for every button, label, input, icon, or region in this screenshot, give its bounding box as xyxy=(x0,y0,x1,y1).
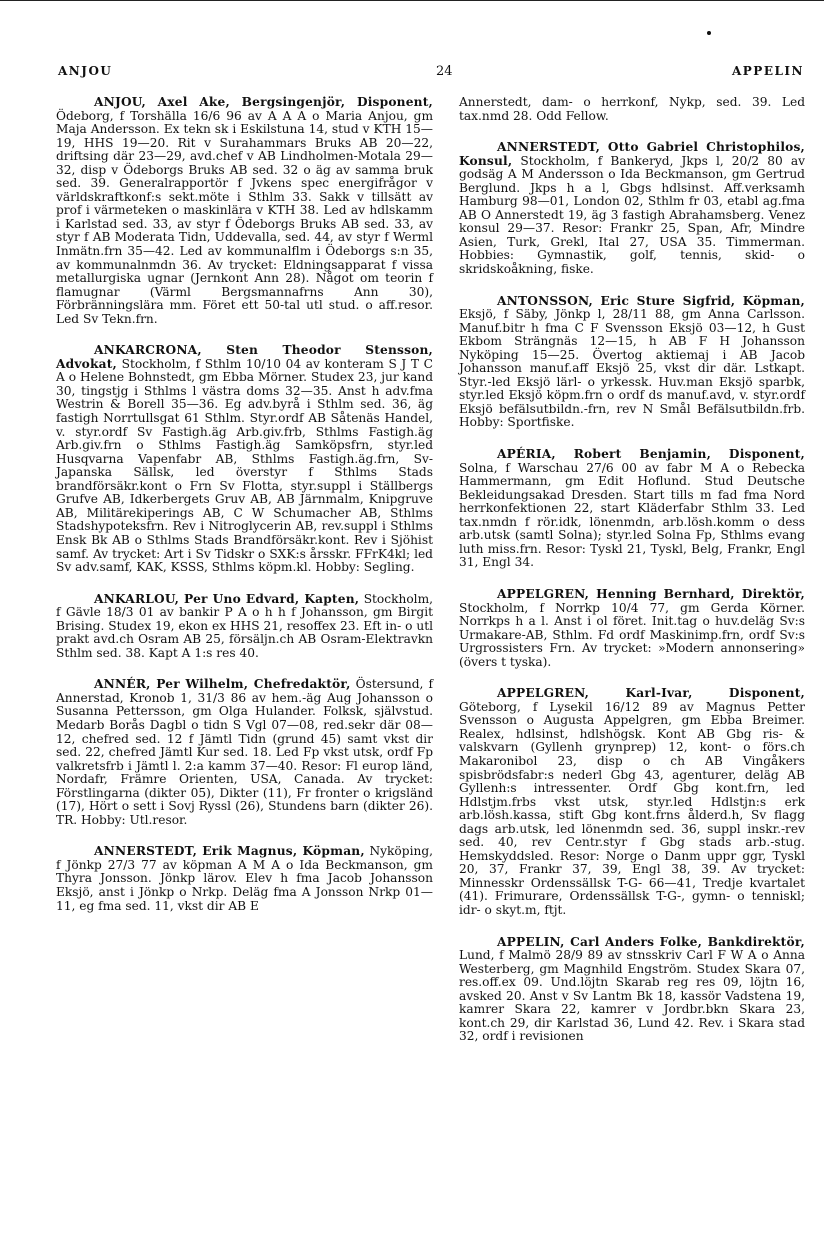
entry-annerstedt-otto xyxy=(459,141,805,276)
running-head-right: APPELIN xyxy=(731,64,804,78)
entry-text: Göteborg, f Lysekil 16/12 89 av Magnus Petter Svensson o Augusta Appelgren, gm Ebba Breimer. Realex, hdlsinst, hdlshögsk. Kont AB Gbg ris- & valskvarn (Gyllenh grynprep) 12, kont- o förs.ch Makaronibol 23, disp o ch AB Vingåkers spisbrödsfabr:s nederl Gbg 43, agenturer, deläg AB Gyllenh:s intressenter. Ordf Gbg kont.frn, led Hdlstjm.frbs vkst utsk, styr.led Hdlstjn:s erk arb.lösh.kassa, stift Gbg kont.frns ålderd.h, Sv flagg dags arb.utsk, led lönenmdn sed. 36, suppl inskr.-rev sed. 40, rev Centr.styr f Gbg stads arb.-stug. Hemskyddsled. Resor: Norge o Danm uppr ggr, Tyskl 20, 37, Frankr 37, 39, Engl 38, 39. Av trycket: Minnesskr Ordenssällsk T-G- 66—41, Tredje kvartalet (41). Frimurare, Ordenssällsk T-G-, gymn- o tenniskl; idr- o skyt.m, ftjt. xyxy=(459,699,805,917)
entry-name: ANNÉR, Per Wilhelm, Chefredaktör, xyxy=(94,677,351,692)
speck-mark xyxy=(707,31,711,35)
entry-ankarlou xyxy=(56,593,433,661)
entry-anner xyxy=(56,678,433,827)
entry-name: ANJOU, Axel Ake, Bergsingenjör, Disponent, xyxy=(94,95,433,109)
right-column xyxy=(459,96,805,1062)
entry-name: APPELGREN, Karl-Ivar, Disponent, xyxy=(497,686,805,701)
entry-anjou xyxy=(56,96,433,326)
entry-continuation: Annerstedt, dam- o herrkonf, Nykp, sed. 39. Led tax.nmd 28. Odd Fellow. xyxy=(459,95,805,123)
entry-name: ANNERSTEDT, Otto Gabriel Christophilos, Konsul, xyxy=(459,140,805,168)
entry-name: APÉRIA, Robert Benjamin, Disponent, xyxy=(497,447,805,462)
entry-text: Stockholm, f Gävle 18/3 01 av bankir P A o h h f Johansson, gm Birgit Brising. Studex 19, ekon ex HHS 21, resoffex 23. Eft in- o utl prakt avd.ch Osram AB 25, försäljn.ch AB Osram-Elektravkn Sthlm sed. 38. Kapt A 1:s res 40. xyxy=(56,591,433,660)
entry-text: Eksjö, f Säby, Jönkp l, 28/11 88, gm Anna Carlsson. Manuf.bitr h fma C F Svensson Eksjö 03—12, h Gust Ekbom Strängnäs 12—15, h AB F H Johansson Nyköping 15—25. Övertog aktiemaj i AB Jacob Johansson manuf.aff Eksjö 25, vkst dir där. Lstkapt. Styr.-led Eksjö lärl- o yrkessk. Huv.man Eksjö sparbk, styr.led Eksjö köpm.frn o ordf ds manuf.avd, v. styr.ordf Eksjö befälsutbildn.-frn, rev N Smål Befälsutbildn.frb. Hobby: Sportfiske. xyxy=(459,307,805,430)
left-column xyxy=(56,96,433,931)
entry-annerstedt-erik xyxy=(56,845,433,913)
entry-text: Solna, f Warschau 27/6 00 av fabr M A o Rebecka Hammermann, gm Edit Hoflund. Stud Deutsche Bekleidungsakad Dresden. Start tills m fad fma Nord herrkonfektionen 22, start Kläderfabr Sthlm 33. Led tax.nmdn f rör.idk, lönenmdn, arb.lösh.komm o dess arb.utsk (samtl Solna); styr.led Solna Fp, Sthlms evang luth miss.frn. Resor: Tyskl 21, Tyskl, Belg, Frankr, Engl 31, Engl 34. xyxy=(459,460,805,570)
page-number: 24 xyxy=(436,64,453,79)
entry-text: Lund, f Malmö 28/9 89 av stnsskriv Carl F W A o Anna Westerberg, gm Magnhild Engström. Studex Skara 07, res.off.ex 09. Und.löjtn Skarab reg res 09, löjtn 16, avsked 20. Anst v Sv Lantm Bk 18, kassör Vadstena 19, kamrer Skara 22, kamrer v Jordbr.bkn Skara 23, kont.ch 29, dir Karlstad 36, Lund 42. Rev. i Skara stad 32, ordf i revisionen xyxy=(459,948,805,1044)
entry-text: Stockholm, f Norrkp 10/4 77, gm Gerda Körner. Norrkps h a l. Anst i ol föret. Init.tag o huv.deläg Sv:s Urmakare-AB, Sthlm. Fd ordf Maskinimp.frn, ordf Sv:s Urgrossisters Frn. Av trycket: »Modern annonsering» (övers t tyska). xyxy=(459,600,805,669)
entry-name: ANKARLOU, Per Uno Edvard, Kapten, xyxy=(94,591,360,606)
entry-name: ANNERSTEDT, Erik Magnus, Köpman, xyxy=(94,844,365,859)
entry-text: Ödeborg, f Torshälla 16/6 96 av A A A o Maria Anjou, gm Maja Andersson. Ex tekn sk i Eskilstuna 14, stud v KTH 15—19, HHS 19—20. Rit v Surahammars Bruks AB 20—22, driftsing där 23—29, avd.chef v AB Lindholmen-Motala 29—32, disp v Ödeborgs Bruks AB sed. 32 o äg av samma bruk sed. 39. Generalrapportör f Jvkens spec energifrågor v världskraftkonf:s sekt.möte i Sthlm 33. Sakk v tillsätt av prof i värmeteken o maskinlära v KTH 38. Led av hdlskamm i Karlstad sed. 33, av styr f Ödeborgs Bruks AB sed. 33, av styr f AB Moderata Tidn, Uddevalla, sed. 44, av styr f Werml Inmätn.frn 35—42. Led av kommunalflm i Ödeborgs s:n 35, av kommunalnmdn 36. Av trycket: Eldningsapparat f vissa metallurgiska ugnar (Jernkont Ann 28). Något om teorin f flamugnar (Värml Bergsmannafrns Ann 30), Förbränningslära mm. Föret ett 50-tal utl stud. o aff.resor. Led Sv Tekn.frn. xyxy=(56,108,433,326)
running-head-left: ANJOU xyxy=(58,64,113,78)
entry-ankarcrona xyxy=(56,344,433,574)
entry-name: APPELIN, Carl Anders Folke, Bankdirektör, xyxy=(497,934,805,949)
entry-text: Stockholm, f Sthlm 10/10 04 av konteram S J T C A o Helene Bohnstedt, gm Ebba Mörner. Studex 23, jur kand 30, tingstjg i Sthlms l västra doms 32—35. Anst h adv.fma Westrin & Borell 35—36. Eg adv.byrå i Sthlm sed. 36, äg fastigh Norrtullsgat 61 Sthlm. Styr.ordf AB Såtenäs Handel, v. styr.ordf Sv Fastigh.äg Arb.giv.frb, Sthlms Fastigh.äg Arb.giv.frn o Sthlms Fastigh.äg Samköpsfrn, styr.led Husqvarna Vapenfabr AB, Sthlms Fastigh.äg.frn, Sv-Japanska Sällsk, led överstyr f Sthlms Stads brandförsäkr.kont o Frn Sv Flotta, styr.suppl i Ställbergs Grufve AB, Idkerbergets Gruv AB, AB Järnmalm, Knipgruve AB, Militärekiperings AB, C W Schumacher AB, Sthlms Stadshypoteksfrn. Rev i Nitroglycerin AB, rev.suppl i Sthlms Ensk Bk AB o Sthlms Stads Brandförsäkr.kont. Rev i Sjöhist samf. Av trycket: Art i Sv Tidskr o SXK:s årsskr. FFrK4kl; led Sv adv.samf, KAK, KSSS, Sthlms köpm.kl. Hobby: Segling. xyxy=(56,356,433,575)
entry-appelgren-henning xyxy=(459,588,805,669)
entry-appelgren-karl-ivar xyxy=(459,687,805,917)
entry-name: APPELGREN, Henning Bernhard, Direktör, xyxy=(497,586,805,601)
entry-name: ANTONSSON, Eric Sture Sigfrid, Köpman, xyxy=(497,293,805,308)
entry-antonsson xyxy=(459,295,805,430)
entry-name: ANKARCRONA, Sten Theodor Stensson, Advokat, xyxy=(56,343,433,371)
entry-text: Nyköping, f Jönkp 27/3 77 av köpman A M A o Ida Beckmanson, gm Thyra Jonsson. Jönkp lärov. Elev h fma Jacob Johansson Eksjö, anst i Jönkp o Nrkp. Deläg fma A Jonsson Nrkp 01—11, eg fma sed. 11, vkst dir AB E xyxy=(56,844,433,913)
entry-text: Stockholm, f Bankeryd, Jkps l, 20/2 80 av godsäg A M Andersson o Ida Beckmanson, gm Gertrud Berglund. Jkps h a l, Gbgs hdlsinst. Aff.verksamh Hamburg 98—01, London 02, Sthlm fr 03, etabl ag.fma AB O Annerstedt 19, äg 3 fastigh Abrahamsberg. Venez konsul 29—37. Resor: Frankr 25, Span, Afr, Mindre Asien, Turk, Grekl, Ital 27, USA 35. Timmerman. Hobbies: Gymnastik, golf, tennis, skid- o skridskoåkning, fiske. xyxy=(459,153,806,277)
page-top-rule xyxy=(0,0,824,1)
entry-appelin xyxy=(459,936,805,1044)
entry-aperia xyxy=(459,448,805,570)
entry-text: Östersund, f Annerstad, Kronob 1, 31/3 86 av hem.-äg Aug Johansson o Susanna Pettersson, gm Olga Hulander. Folksk, självstud. Medarb Borås Dagbl o tidn S Vgl 07—08, red.sekr där 08—12, chefred sed. 12 f Jämtl Tidn (grund 45) samt vkst dir sed. 22, chefred Jämtl Kur sed. 18. Led Fp vkst utsk, ordf Fp valkretsfrb i Jämtl l. 2:a kamm 37—40. Resor: Fl europ länd, Nordafr, Främre Orienten, USA, Canada. Av trycket: Förstlingarna (dikter 05), Dikter (11), Fr fronter o krigsländ (17), Hört o sett i Sovj Ryssl (26), Stundens barn (dikter 26). TR. Hobby: Utl.resor. xyxy=(56,677,433,827)
